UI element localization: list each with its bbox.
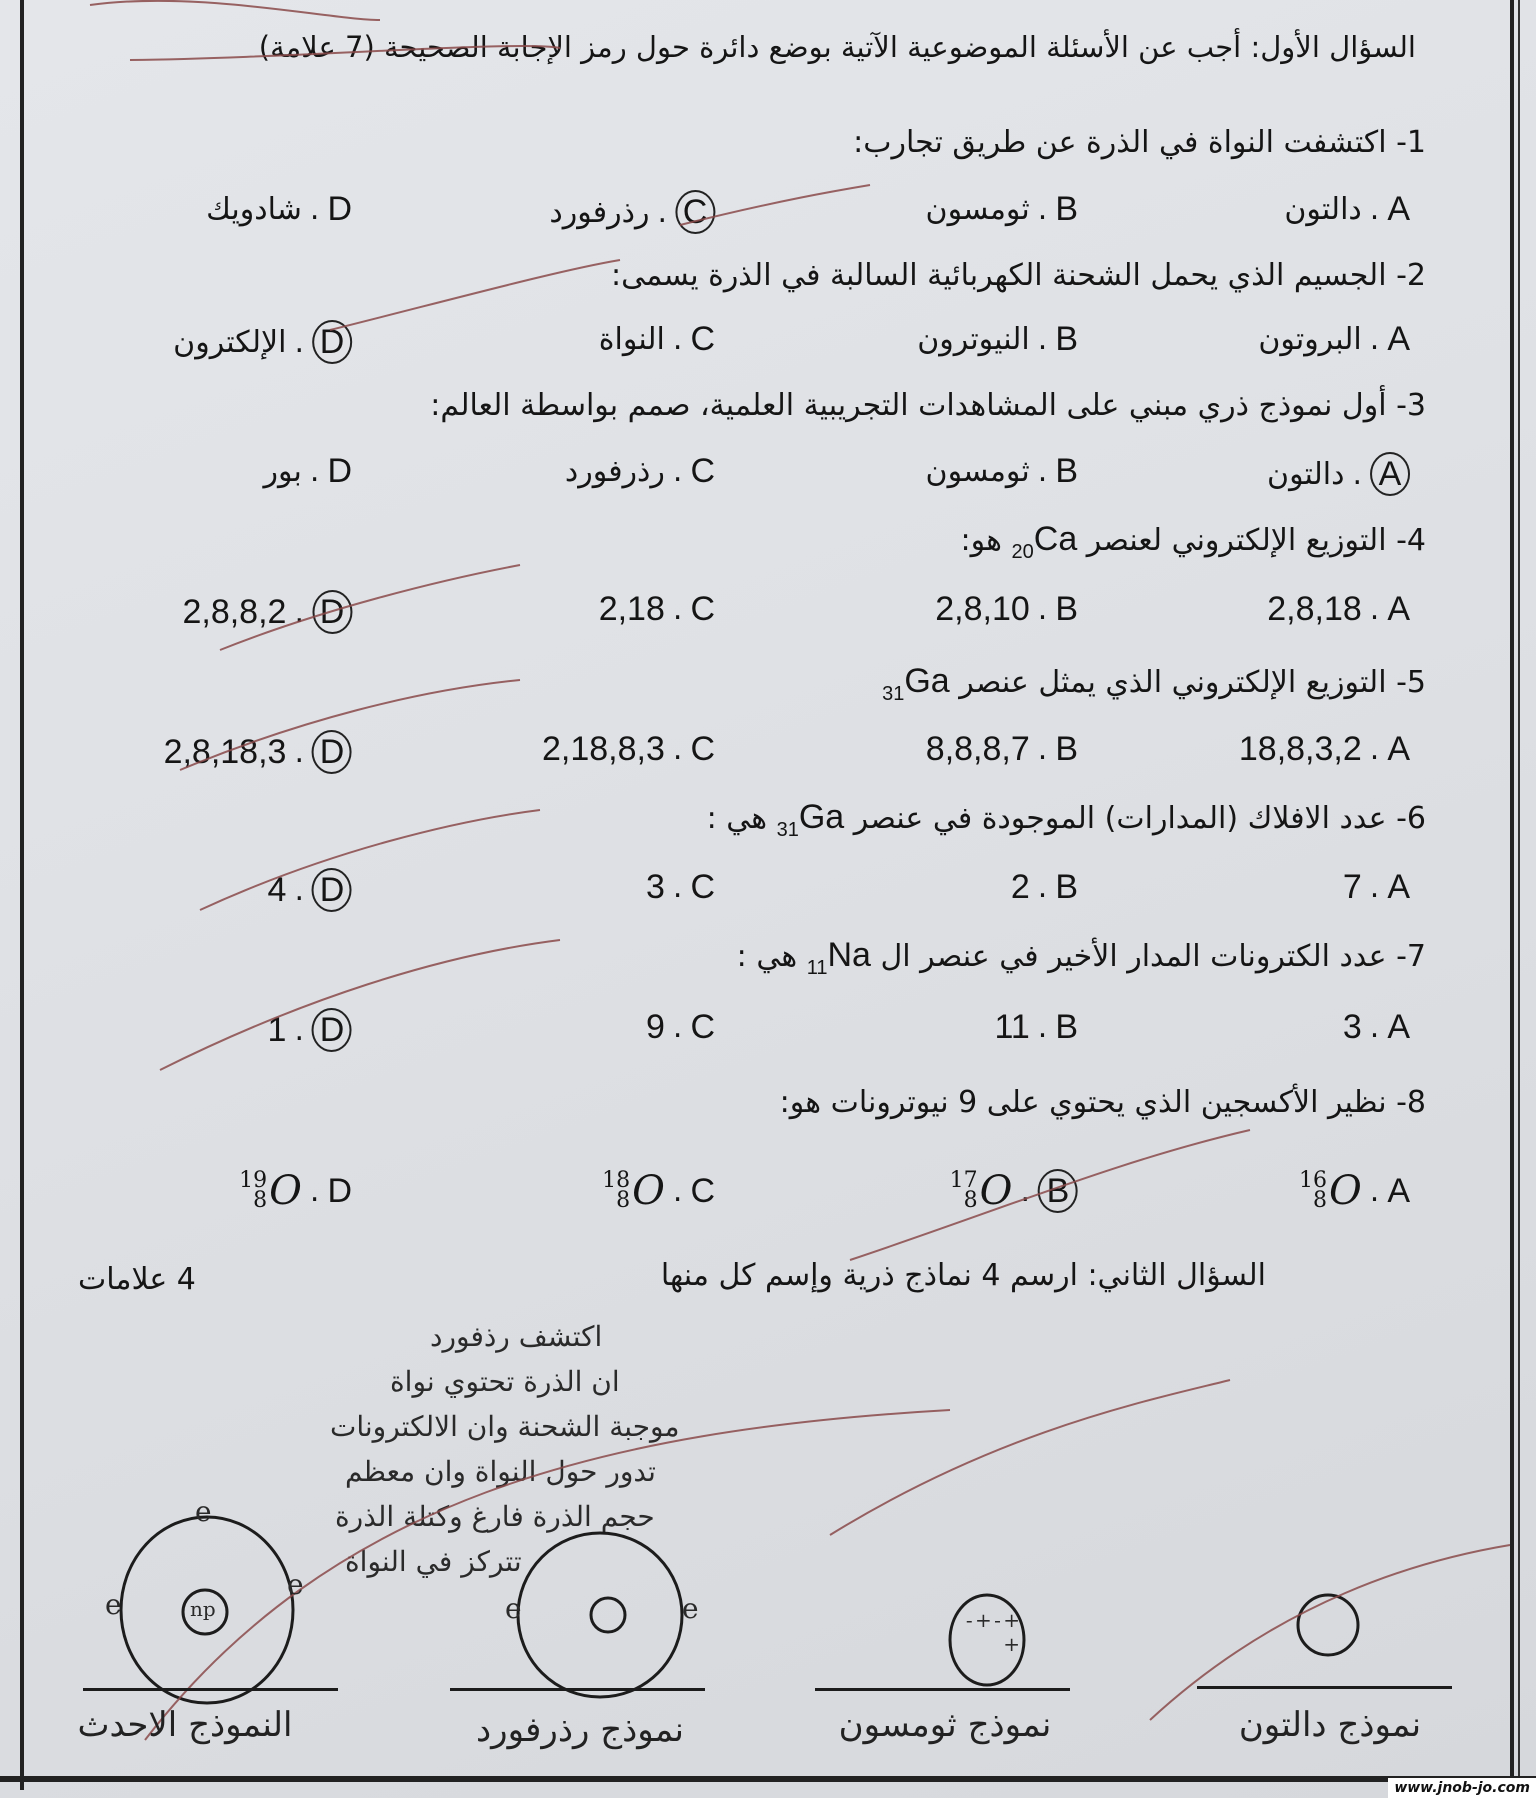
element-sym: Na — [827, 936, 871, 974]
handwritten-note-line: حجم الذرة فارغ وكتلة الذرة — [335, 1500, 655, 1533]
option-c[interactable] — [599, 320, 715, 359]
option-dot — [673, 732, 683, 767]
option-letter: B — [1055, 590, 1078, 628]
element-sym: O — [269, 1168, 302, 1214]
element-symbol — [776, 798, 845, 841]
question1-instructions: السؤال الأول: أجب عن الأسئلة الموضوعية الآتية بوضع دائرة حول رمز الإجابة الصحيحة — [383, 30, 1416, 64]
option-letter: C — [690, 1171, 715, 1210]
option-text: 1 — [267, 1010, 287, 1049]
mass-number: 17 — [949, 1168, 978, 1193]
handwritten-note-line: تتركز في النواة — [345, 1545, 522, 1578]
isotope — [602, 1168, 665, 1214]
page-border-right-inner — [1518, 0, 1520, 1790]
option-letter: B — [1038, 1169, 1078, 1213]
option-dot — [657, 195, 667, 230]
page-border-right — [1510, 0, 1514, 1790]
option-text: بور — [263, 454, 302, 489]
stem-text-end: هي : — [706, 801, 768, 836]
option-dot — [294, 873, 304, 908]
option-letter: D — [327, 190, 352, 228]
option-dot — [673, 322, 683, 357]
stem-text: 6- عدد الافلاك (المدارات) الموجودة في عنصر — [853, 801, 1426, 836]
option-text: 2,18,8,3 — [542, 730, 665, 768]
option-letter: C — [690, 868, 715, 906]
option-text: الإلكترون — [173, 324, 287, 360]
option-text: 2,8,18,3 — [163, 732, 287, 771]
question1-marks: (7 علامة) — [258, 30, 375, 64]
stem-text: 7- عدد الكترونات المدار الأخير في عنصر ال — [880, 939, 1426, 974]
option-a[interactable] — [1258, 320, 1410, 359]
option-dot — [673, 870, 683, 905]
atomic-number: 8 — [616, 1188, 631, 1213]
option-dot — [1370, 192, 1380, 227]
question-stem — [737, 936, 1426, 980]
element-sym: Ga — [798, 798, 845, 836]
option-c[interactable] — [646, 1008, 715, 1047]
option-a[interactable] — [1267, 590, 1410, 629]
option-text: 7 — [1342, 868, 1362, 906]
atomic-number: 31 — [882, 682, 905, 705]
option-dot — [310, 192, 320, 227]
option-text: 2,8,8,2 — [182, 592, 287, 631]
option-letter: C — [690, 452, 715, 490]
element-sym: O — [1328, 1168, 1362, 1214]
isotope — [950, 1168, 1013, 1214]
option-letter: B — [1055, 868, 1078, 906]
option-text: 18,8,3,2 — [1238, 730, 1362, 768]
option-dot — [1370, 1174, 1380, 1209]
handwritten-note-line: ان الذرة تحتوي نواة — [390, 1365, 620, 1398]
option-dot — [1352, 457, 1362, 492]
option-letter: D — [312, 1008, 352, 1052]
stem-text-end: هي : — [736, 939, 798, 974]
option-dot — [1370, 732, 1380, 767]
question-stem: 3- أول نموذج ذري مبني على المشاهدات التجريبية العلمية، صمم بواسطة العالم: — [430, 388, 1426, 423]
stem-text: 5- التوزيع الإلكتروني الذي يمثل عنصر — [959, 665, 1426, 700]
element-sym: Ga — [904, 662, 950, 700]
isotope — [1299, 1168, 1362, 1214]
option-b[interactable] — [926, 190, 1078, 229]
option-letter: C — [690, 320, 715, 358]
atomic-number: 20 — [1011, 540, 1034, 563]
option-dot — [294, 735, 304, 770]
element-symbol — [1011, 520, 1078, 563]
option-b[interactable] — [926, 730, 1078, 769]
question2-title: السؤال الثاني: ارسم 4 نماذج ذرية وإسم كل منها — [660, 1258, 1266, 1293]
option-dot — [1038, 870, 1048, 905]
option-dot — [1038, 454, 1048, 489]
option-c[interactable] — [542, 730, 715, 769]
option-dot — [294, 595, 304, 630]
option-letter: A — [1387, 1008, 1410, 1046]
option-d[interactable] — [164, 730, 352, 774]
option-c[interactable] — [565, 452, 715, 491]
option-dot — [1038, 1010, 1048, 1045]
handwritten-note-line: تدور حول النواة وان معظم — [345, 1455, 656, 1488]
option-text: ثومسون — [925, 192, 1030, 227]
option-a[interactable] — [1343, 1008, 1410, 1047]
option-letter: B — [1055, 1008, 1078, 1046]
option-d[interactable] — [268, 868, 352, 912]
option-dot — [310, 1174, 320, 1209]
question-stem: 1- اكتشفت النواة في الذرة عن طريق تجارب: — [853, 125, 1426, 160]
option-c[interactable] — [646, 868, 715, 907]
question-stem: 8- نظير الأكسجين الذي يحتوي على 9 نيوترونات هو: — [779, 1085, 1426, 1120]
nucleus-label: np — [190, 1597, 216, 1621]
option-dot — [1038, 322, 1048, 357]
element-sym: O — [632, 1168, 665, 1214]
option-a[interactable] — [1343, 868, 1410, 907]
atomic-number: 11 — [806, 956, 828, 979]
question-stem — [882, 662, 1426, 706]
option-dot — [294, 1013, 304, 1048]
question1-title — [259, 30, 1416, 64]
mass-number: 18 — [602, 1168, 631, 1193]
option-d[interactable] — [264, 452, 352, 491]
mass-number: 19 — [239, 1168, 268, 1193]
option-dot — [1038, 732, 1048, 767]
option-text: 11 — [994, 1008, 1030, 1046]
option-b[interactable] — [935, 590, 1078, 629]
option-letter: A — [1387, 320, 1410, 358]
option-letter: B — [1055, 190, 1078, 228]
option-letter: D — [327, 1171, 352, 1210]
element-sym: O — [979, 1168, 1013, 1214]
option-dot — [294, 325, 304, 360]
option-b[interactable] — [950, 1168, 1078, 1214]
option-text: رذرفورد — [549, 194, 650, 230]
element-symbol — [806, 936, 871, 979]
page-border-bottom — [0, 1776, 1536, 1782]
question-stem: 2- الجسيم الذي يحمل الشحنة الكهربائية السالبة في الذرة يسمى: — [611, 258, 1426, 293]
option-dot — [673, 454, 683, 489]
option-c[interactable] — [602, 1168, 715, 1214]
isotope — [239, 1168, 302, 1214]
option-dot — [673, 1174, 683, 1209]
atomic-number: 8 — [1312, 1188, 1327, 1213]
option-d[interactable] — [173, 320, 352, 364]
caption-rutherford-model: نموذج رذرفورد — [476, 1710, 684, 1750]
atomic-number: 8 — [963, 1188, 978, 1213]
option-dot — [673, 1010, 683, 1045]
option-d[interactable] — [206, 190, 352, 229]
option-c[interactable] — [599, 590, 715, 629]
option-text: 2 — [1010, 868, 1030, 906]
option-b[interactable] — [926, 452, 1078, 491]
option-dot — [310, 454, 320, 489]
atomic-number: 8 — [253, 1188, 268, 1213]
option-a[interactable] — [1267, 452, 1410, 496]
mass-number: 16 — [1298, 1168, 1327, 1193]
electron-mark: e — [505, 1592, 522, 1625]
option-text: دالتون — [1284, 192, 1362, 227]
option-letter: D — [312, 590, 352, 634]
option-text: النواة — [598, 322, 665, 357]
option-text: ثومسون — [925, 454, 1030, 489]
caption-dalton-model: نموذج دالتون — [1238, 1705, 1422, 1745]
option-c[interactable] — [549, 190, 715, 234]
stem-text: 4- التوزيع الإلكتروني لعنصر — [1086, 523, 1426, 558]
option-letter: A — [1387, 1171, 1410, 1210]
option-d[interactable] — [268, 1008, 352, 1052]
option-letter: D — [312, 730, 352, 774]
option-dot — [1038, 192, 1048, 227]
option-a[interactable] — [1239, 730, 1410, 769]
option-letter: A — [1387, 868, 1410, 906]
option-letter: A — [1387, 730, 1410, 768]
option-dot — [1370, 322, 1380, 357]
electron-mark: e — [682, 1592, 699, 1625]
thomson-charges: + - + - + — [965, 1608, 1018, 1656]
electron-mark: e — [287, 1568, 304, 1601]
option-dot — [1370, 592, 1380, 627]
stem-text-end: هو: — [960, 523, 1002, 558]
option-text: 9 — [645, 1008, 665, 1046]
option-letter: A — [1387, 590, 1410, 628]
caption-modern-model: النموذج الاحدث — [77, 1705, 293, 1745]
handwritten-note-line: اكتشف رذفورد — [430, 1320, 603, 1353]
option-text: 3 — [645, 868, 665, 906]
option-letter: B — [1055, 320, 1078, 358]
electron-mark: e — [195, 1495, 212, 1528]
option-letter: C — [690, 730, 715, 768]
question-stem — [961, 520, 1426, 564]
option-letter: B — [1055, 452, 1078, 490]
option-dot — [1370, 870, 1380, 905]
option-text: 2,18 — [598, 590, 665, 628]
option-text: 3 — [1342, 1008, 1362, 1046]
option-b[interactable] — [1011, 868, 1078, 907]
caption-line-rutherford — [450, 1688, 705, 1691]
handwritten-note-line: موجبة الشحنة وان الالكترونات — [330, 1410, 680, 1443]
watermark: www.jnob-jo.com — [1388, 1778, 1536, 1798]
option-letter: B — [1055, 730, 1078, 768]
option-d[interactable] — [182, 590, 352, 634]
option-text: رذرفورد — [564, 454, 665, 489]
option-a[interactable] — [1284, 190, 1410, 229]
question2-marks: 4 علامات — [78, 1262, 196, 1297]
option-letter: A — [1370, 452, 1410, 496]
caption-line-dalton — [1197, 1686, 1452, 1689]
option-d[interactable] — [239, 1168, 352, 1214]
option-text: 2,8,10 — [935, 590, 1030, 628]
option-dot — [1038, 592, 1048, 627]
caption-line-thomson — [815, 1688, 1070, 1691]
option-letter: D — [327, 452, 352, 490]
option-letter: D — [312, 868, 352, 912]
page-border-left — [20, 0, 24, 1790]
element-symbol — [882, 662, 950, 705]
option-text: البروتون — [1258, 322, 1362, 357]
option-dot — [673, 592, 683, 627]
caption-line-modern — [83, 1688, 338, 1691]
option-text: شادويك — [206, 192, 302, 227]
option-letter: D — [312, 320, 352, 364]
element-sym: Ca — [1033, 520, 1078, 558]
option-b[interactable] — [994, 1008, 1078, 1047]
option-text: النيوترون — [917, 322, 1030, 357]
option-a[interactable] — [1299, 1168, 1410, 1214]
option-text: 4 — [267, 870, 287, 909]
option-letter: C — [675, 190, 715, 234]
option-text: 8,8,8,7 — [925, 730, 1030, 768]
option-text: 2,8,18 — [1267, 590, 1362, 628]
option-dot — [1370, 1010, 1380, 1045]
option-letter: A — [1387, 190, 1410, 228]
question-stem — [707, 798, 1426, 842]
electron-mark: e — [105, 1588, 122, 1621]
option-dot — [1020, 1174, 1030, 1209]
atomic-number: 31 — [776, 818, 799, 841]
option-letter: C — [690, 590, 715, 628]
option-b[interactable] — [917, 320, 1078, 359]
option-letter: C — [690, 1008, 715, 1046]
caption-thomson-model: نموذج ثومسون — [838, 1705, 1052, 1745]
option-text: دالتون — [1267, 456, 1345, 492]
